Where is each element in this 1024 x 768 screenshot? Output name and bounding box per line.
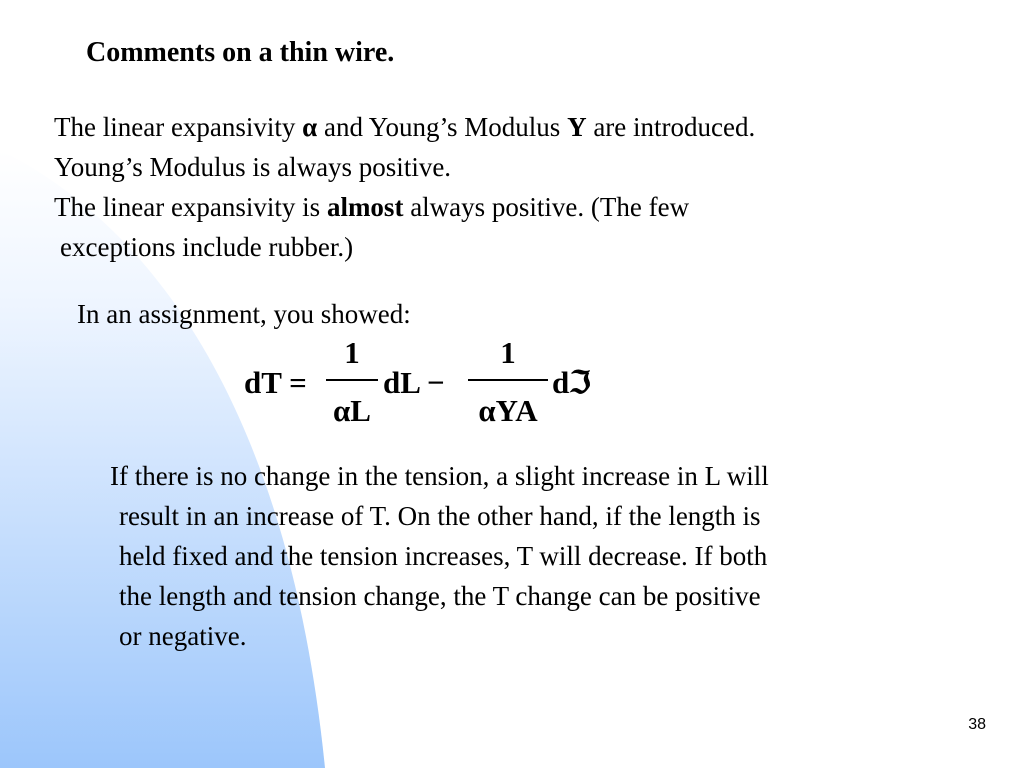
intro-text: The linear expansivity xyxy=(54,112,303,142)
fraction-2-bar xyxy=(468,379,548,381)
intro-line-2: Young’s Modulus is always positive. xyxy=(54,152,452,182)
fraction-1-bar xyxy=(326,379,378,381)
slide-title: Comments on a thin wire. xyxy=(86,37,395,68)
intro-text: The linear expansivity is xyxy=(54,192,327,222)
page-number: 38 xyxy=(968,716,986,733)
equation-middle: dL − xyxy=(383,365,445,400)
fraction-2-numerator: 1 xyxy=(500,335,516,370)
assignment-paragraph: In an assignment, you showed: xyxy=(77,299,411,329)
intro-line-3 xyxy=(54,187,755,227)
explanation-line-5: or negative. xyxy=(119,621,247,651)
fraction-1-denominator: αL xyxy=(333,393,371,428)
intro-text: are introduced. xyxy=(586,112,756,142)
young-symbol: Y xyxy=(567,112,587,142)
equation xyxy=(240,335,620,435)
intro-line-4: exceptions include rubber.) xyxy=(60,232,354,262)
intro-line-1 xyxy=(54,107,755,147)
explanation-line-2: result in an increase of T. On the other hand, if the length is xyxy=(119,501,761,531)
alpha-symbol: α xyxy=(302,112,318,142)
fraction-2-denominator: αYA xyxy=(478,393,538,428)
equation-tail: dℑ xyxy=(552,365,591,400)
explanation-line-4: the length and tension change, the T change can be positive xyxy=(119,581,761,611)
intro-paragraph xyxy=(54,107,755,267)
explanation-line-1: If there is no change in the tension, a slight increase in L will xyxy=(110,461,769,491)
explanation-paragraph xyxy=(110,456,769,656)
intro-text: and Young’s Modulus xyxy=(317,112,568,142)
equation-lhs: dT = xyxy=(244,365,307,400)
explanation-line-3: held fixed and the tension increases, T will decrease. If both xyxy=(119,541,768,571)
intro-text: always positive. (The few xyxy=(403,192,690,222)
fraction-1-numerator: 1 xyxy=(344,335,360,370)
emphasis-almost: almost xyxy=(326,192,404,222)
